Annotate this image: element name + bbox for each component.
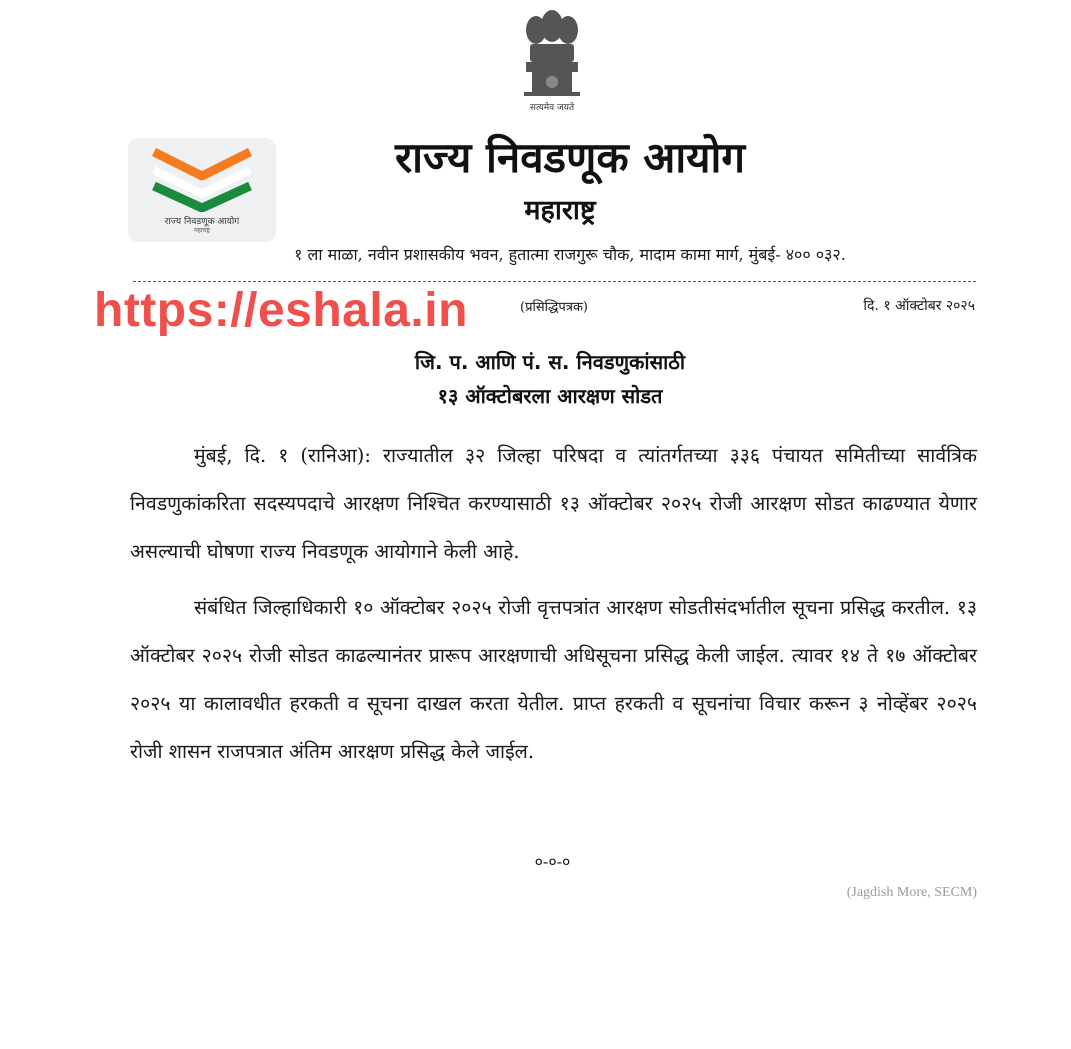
office-address: १ ला माळा, नवीन प्रशासकीय भवन, हुतात्मा राजगुरू चौक, मादाम कामा मार्ग, मुंबई- ४०० ०३२.: [294, 245, 846, 264]
sec-maharashtra-logo: [128, 138, 276, 242]
state-name: महाराष्ट्र: [524, 195, 596, 226]
end-mark: ०-०-०: [534, 852, 571, 871]
signature: (Jagdish More, SECM): [846, 885, 977, 900]
ashoka-emblem-icon: [516, 4, 588, 116]
logo-subcaption: महाराष्ट्र: [194, 227, 210, 234]
header-divider: [133, 281, 976, 282]
release-date: दि. १ ऑक्टोबर २०२५: [863, 298, 975, 314]
press-release-body: [130, 432, 977, 784]
headline-line-2: १३ ऑक्टोबरला आरक्षण सोडत: [437, 384, 663, 408]
sec-maharashtra-logo-icon: [146, 146, 258, 212]
emblem-motto: सत्यमेव जयते: [529, 103, 575, 113]
commission-title: राज्य निवडणूक आयोग: [394, 133, 746, 182]
watermark-url: https://eshala.in: [94, 284, 468, 337]
logo-caption: राज्य निवडणूक आयोग: [164, 217, 240, 227]
press-release-label: (प्रसिद्धिपत्रक): [520, 300, 588, 315]
paragraph-1: मुंबई, दि. १ (रानिआ): राज्यातील ३२ जिल्हा परिषदा व त्यांतर्गतच्या ३३६ पंचायत समितीच्या सार्वत्रिक निवडणुकांकरिता सदस्यपदाचे आरक्षण निश्चित करण्यासाठी १३ ऑक्टोबर २०२५ रोजी आरक्षण सोडत काढण्यात येणार असल्याची घोषणा राज्य निवडणूक आयोगाने केली आहे.: [130, 444, 977, 563]
headline-line-1: जि. प. आणि पं. स. निवडणुकांसाठी: [414, 350, 686, 374]
paragraph-2: संबंधित जिल्हाधिकारी १० ऑक्टोबर २०२५ रोजी वृत्तपत्रांत आरक्षण सोडतीसंदर्भातील सूचना प्रसिद्ध करतील. १३ ऑक्टोबर २०२५ रोजी सोडत काढल्यानंतर प्रारूप आरक्षणाची अधिसूचना प्रसिद्ध केली जाईल. त्यावर १४ ते १७ ऑक्टोबर २०२५ या कालावधीत हरकती व सूचना दाखल करता येतील. प्राप्त हरकती व सूचनांचा विचार करून ३ नोव्हेंबर २०२५ रोजी शासन राजपत्रात अंतिम आरक्षण प्रसिद्ध केले जाईल.: [130, 596, 977, 763]
